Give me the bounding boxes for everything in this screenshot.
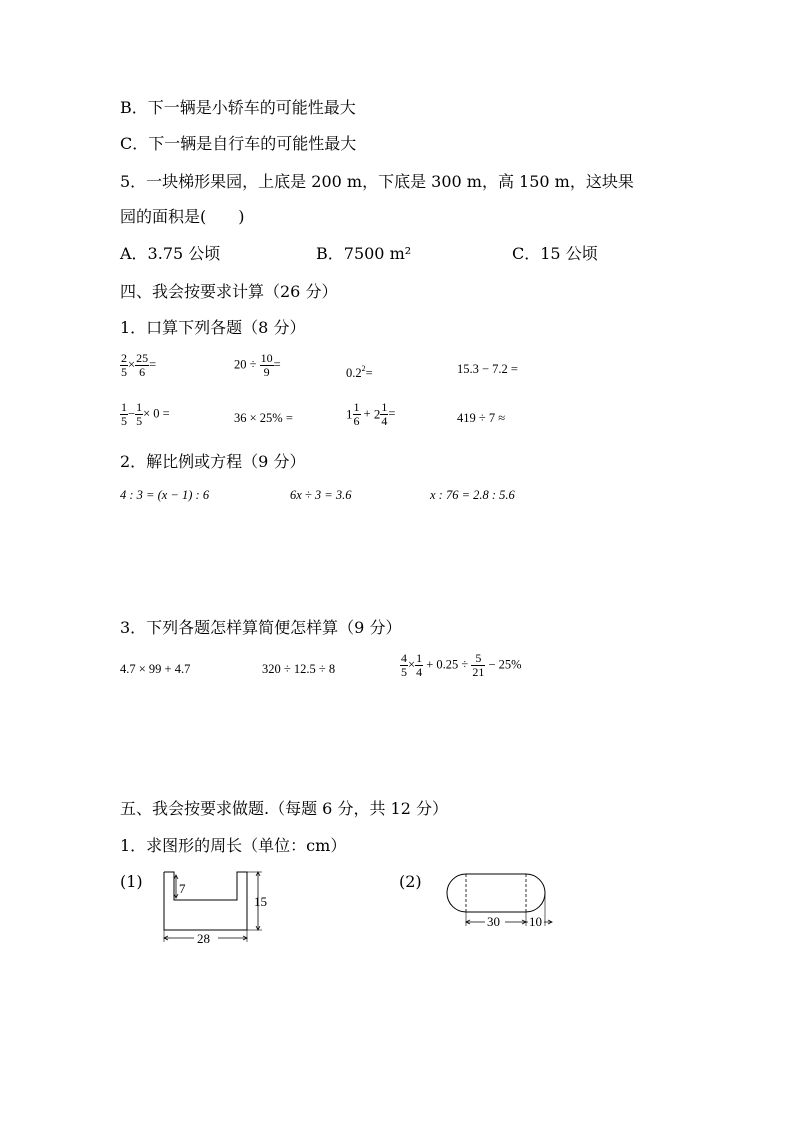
figure-2-stadium-shape <box>440 866 560 936</box>
part-1-title: 1．口算下列各题（8 分） <box>120 318 306 337</box>
section-4-title: 四、我会按要求计算（26 分） <box>120 282 338 301</box>
oral-r1c3: $0.2^2=$ <box>346 364 373 380</box>
section-5-title: 五、我会按要求做题.（每题 6 分，共 12 分） <box>120 799 448 818</box>
equation-1: 4 : 3 = (x − 1) : 6 <box>120 488 210 502</box>
q5-option-a: A．3.75 公顷 <box>120 244 221 263</box>
q5-option-b: B．7500 m² <box>316 244 412 263</box>
figure-1-dim-bottom: 28 <box>197 931 210 946</box>
figure-1-dim-top: 7 <box>179 881 186 896</box>
option-c: C．下一辆是自行车的可能性最大 <box>120 134 357 153</box>
equation-3: x : 76 = 2.8 : 5.6 <box>430 488 515 502</box>
figure-1-label: (1) <box>120 872 143 891</box>
question-5-line1: 5．一块梯形果园，上底是 200 m，下底是 300 m，高 150 m，这块果 <box>120 172 634 191</box>
oral-r1c1: $\frac{2}{5}$ × $\frac{25}{6}$ = <box>121 351 157 379</box>
part-2-title: 2．解比例或方程（9 分） <box>120 452 306 471</box>
simplify-3: $\frac{4}{5}$ × $\frac{1}{4}$ + 0.25 ÷ $\frac{5}{21}$ − 25% <box>401 651 522 679</box>
figure-2-label: (2) <box>399 872 422 891</box>
section-5-part-1-title: 1．求图形的周长（单位：cm） <box>120 836 347 855</box>
oral-r2c2: 36 × 25% = <box>234 411 293 425</box>
question-5-line2: 园的面积是( ) <box>120 207 245 226</box>
oral-r2c1: $\frac{1}{5}$ − $\frac{1}{5}$ × 0 = <box>121 400 170 428</box>
oral-r2c4: 419 ÷ 7 ≈ <box>457 411 506 425</box>
figure-2-dim-radius: 10 <box>529 914 542 929</box>
simplify-1: 4.7 × 99 + 4.7 <box>120 662 191 676</box>
oral-r2c3: 1 $\frac{1}{6}$ + 2 $\frac{1}{4}$ = <box>346 400 396 428</box>
option-b: B．下一辆是小轿车的可能性最大 <box>120 98 356 117</box>
figure-2-dim-length: 30 <box>487 914 500 929</box>
oral-r1c2: 20 ÷ $\frac{10}{9}$ = <box>234 351 281 379</box>
part-3-title: 3．下列各题怎样算简便怎样算（9 分） <box>120 618 402 637</box>
simplify-2: 320 ÷ 12.5 ÷ 8 <box>262 662 336 676</box>
figure-1-dim-right: 15 <box>254 894 267 909</box>
equation-2: 6x ÷ 3 = 3.6 <box>290 488 352 502</box>
oral-r1c4: 15.3 − 7.2 = <box>457 362 518 376</box>
q5-option-c: C．15 公顷 <box>512 244 598 263</box>
figure-1-u-shape <box>150 866 280 948</box>
